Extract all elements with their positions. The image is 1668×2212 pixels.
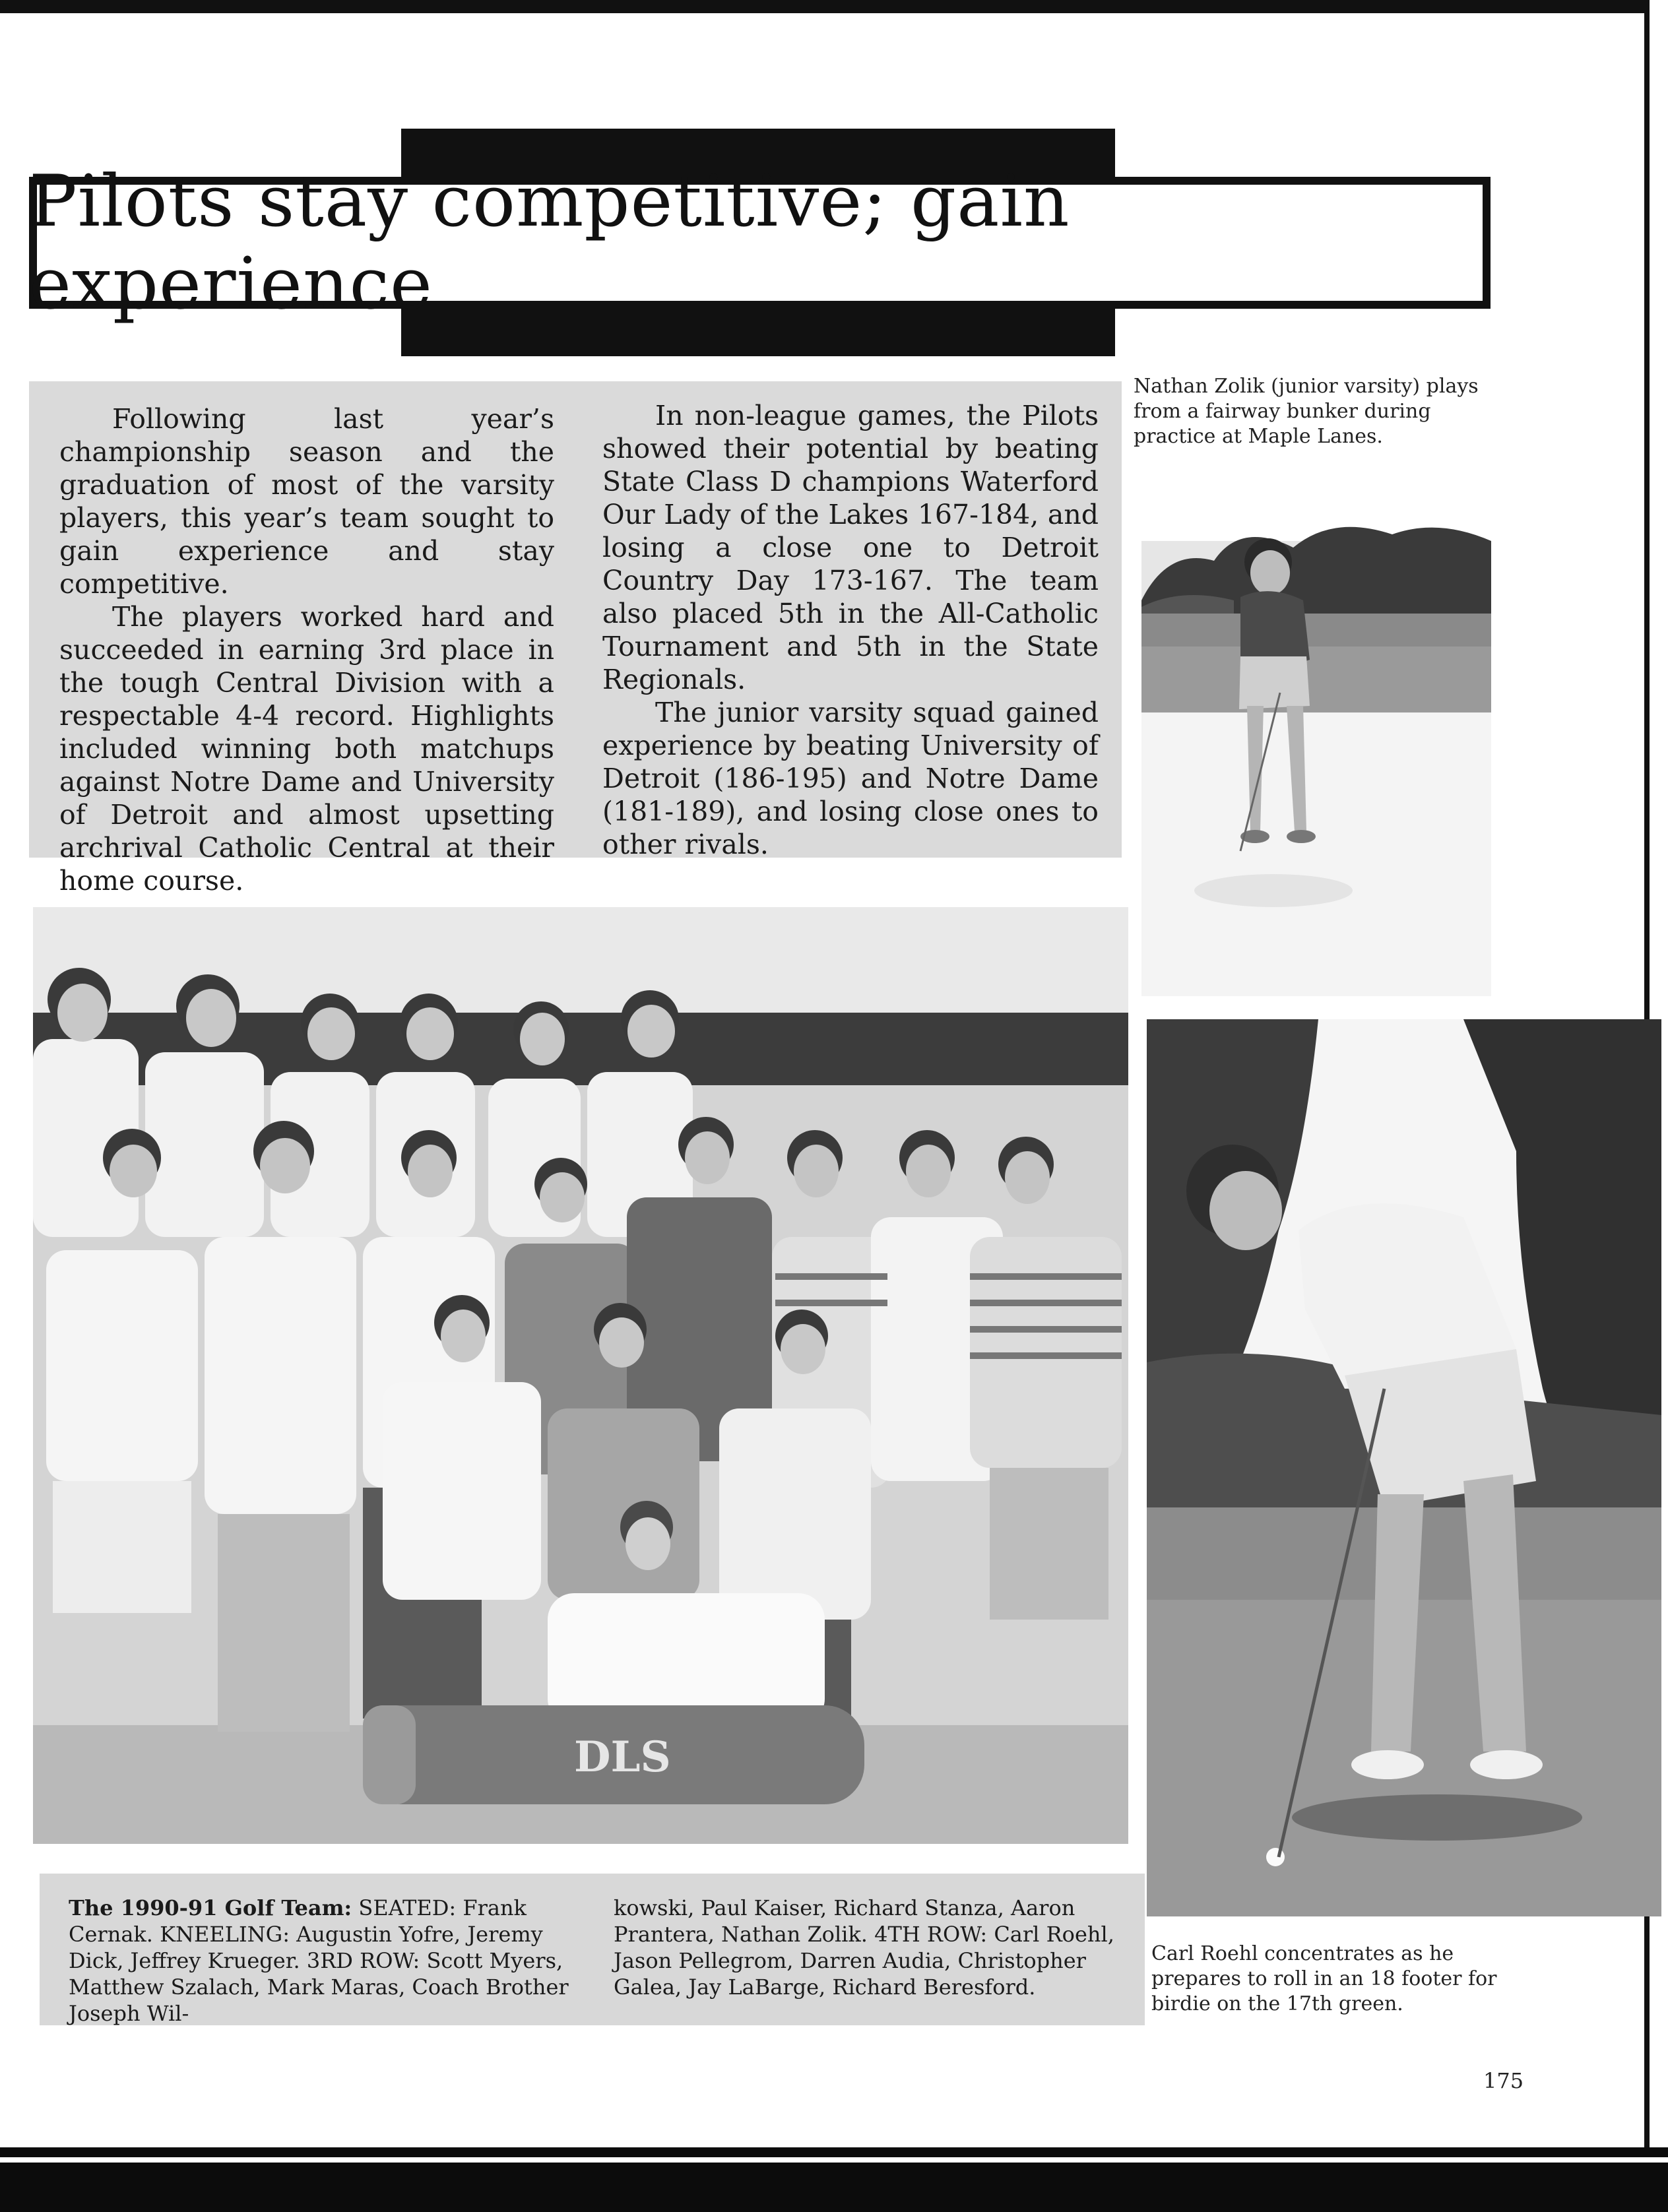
page-title: Pilots stay competitive; gain experience <box>29 160 1070 325</box>
story-paragraph: The players worked hard and succeeded in earning 3rd place in the tough Central Division with a respectable 4-4 record. Highlights included winning both matchups against Notre Dame and University of Detroit and almost upsetting archrival Catholic Central at their home course. <box>59 601 554 897</box>
team-caption-column-2: kowski, Paul Kaiser, Richard Stanza, Aaron Prantera, Nathan Zolik. 4TH ROW: Carl Roehl, Jason Pellegrom, Darren Audia, Christopher Galea, Jay LaBarge, Richard Beresford. <box>614 1895 1114 2000</box>
golf-bag-text: DLS <box>574 1732 671 1782</box>
zolik-caption: Nathan Zolik (junior varsity) plays from a fairway bunker during practice at Maple Lanes. <box>1134 375 1479 448</box>
bottom-band-line <box>0 2157 1668 2163</box>
zolik-photo <box>1141 521 1491 996</box>
story-paragraph: The junior varsity squad gained experience by beating University of Detroit (186-195) and Notre Dame (181-189), and losing close ones to other rivals. <box>602 697 1099 860</box>
roehl-photo <box>1147 1019 1661 1916</box>
team-caption-column-1 <box>69 1895 577 2027</box>
roehl-caption: Carl Roehl concentrates as he prepares to roll in an 18 footer for birdie on the 17th green. <box>1151 1942 1497 2015</box>
story-column-1 <box>59 402 554 897</box>
story-paragraph: In non-league games, the Pilots showed their potential by beating State Class D champions Waterford Our Lady of the Lakes 167-184, and losing a close one to Detroit Country Day 173-167. The team also placed 5th in the All-Catholic Tournament and 5th in the State Regionals. <box>602 400 1099 695</box>
story-paragraph: Following last year’s championship season and the graduation of most of the varsity players, this year’s team sought to gain experience and stay competitive. <box>59 403 554 600</box>
page-number: 175 <box>1483 2068 1524 2093</box>
team-caption-text: SEATED: Frank Cernak. KNEELING: Augustin Yofre, Jeremy Dick, Jeffrey Krueger. 3RD ROW: Scott Myers, Matthew Szalach, Mark Maras, Coach Brother Joseph Wil- <box>69 1895 569 2026</box>
team-photo <box>33 907 1128 1844</box>
story-column-2 <box>602 399 1099 861</box>
team-caption-heading: The 1990-91 Golf Team: <box>69 1895 352 1920</box>
